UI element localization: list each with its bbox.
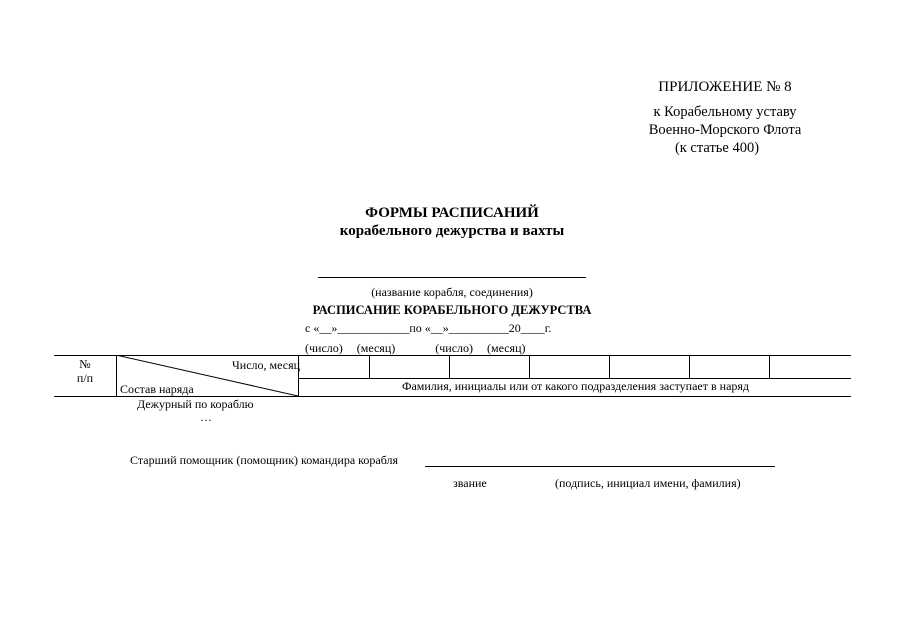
- date-range-line: с «__»____________по «__»__________20____г.: [305, 321, 552, 335]
- date-column-border-6: [769, 355, 770, 378]
- names-header: Фамилия, инициалы или от какого подразделения заступает в наряд: [401, 379, 750, 393]
- ship-name-caption: (название корабля, соединения): [371, 285, 533, 299]
- forms-heading-line-1: ФОРМЫ РАСПИСАНИЙ: [365, 205, 539, 221]
- date-column-border-1: [369, 355, 370, 378]
- rank-caption: звание: [453, 476, 487, 490]
- caption-day-2: (число): [435, 341, 474, 355]
- ship-name-line: [318, 277, 586, 278]
- date-captions: [305, 341, 526, 356]
- duty-officer-row: Дежурный по кораблю: [137, 397, 254, 411]
- signature-label: Старший помощник (помощник) командира корабля: [130, 453, 399, 467]
- date-column-border-2: [449, 355, 450, 378]
- rows-ellipsis: …: [200, 410, 212, 424]
- forms-heading-line-2: корабельного дежурства и вахты: [339, 223, 565, 239]
- caption-month-1: (месяц): [356, 341, 396, 355]
- caption-month-2: (месяц): [487, 341, 526, 355]
- caption-day-1: (число): [305, 341, 343, 355]
- appendix-line-2: Военно-Морского Флота: [648, 122, 802, 138]
- crew-header: Состав наряда: [120, 382, 194, 396]
- appendix-line-1: к Корабельному уставу: [653, 104, 797, 120]
- date-header: Число, месяц: [232, 358, 301, 372]
- date-column-border-5: [689, 355, 690, 378]
- signature-line: [425, 466, 775, 467]
- appendix-line-3: (к статье 400): [674, 140, 760, 156]
- date-column-border-3: [529, 355, 530, 378]
- duty-schedule-table: [54, 355, 851, 397]
- signature-caption: (подпись, инициал имени, фамилия): [555, 476, 741, 490]
- num-header: № п/п: [76, 357, 94, 385]
- forms-heading: [252, 204, 652, 240]
- appendix-reference: [620, 103, 830, 157]
- schedule-title: РАСПИСАНИЕ КОРАБЕЛЬНОГО ДЕЖУРСТВА: [312, 303, 592, 317]
- date-column-border-4: [609, 355, 610, 378]
- appendix-title: ПРИЛОЖЕНИЕ № 8: [658, 79, 792, 95]
